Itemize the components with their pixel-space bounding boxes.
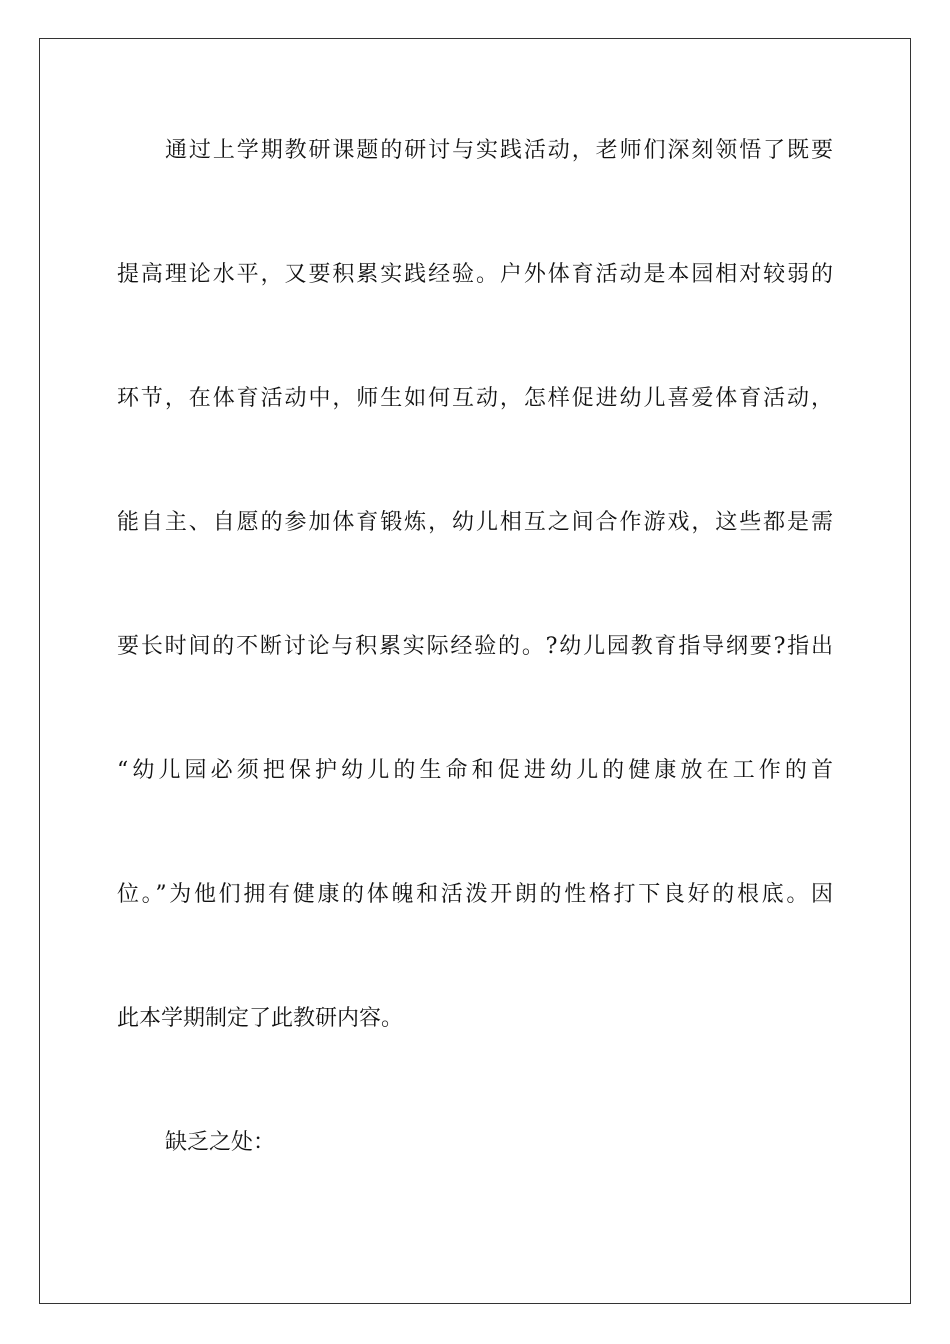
paragraph-line-6: “幼儿园必须把保护幼儿的生命和促进幼儿的健康放在工作的首 [117,758,833,783]
paragraph-line-1: 通过上学期教研课题的研讨与实践活动，老师们深刻领悟了既要 [165,138,833,163]
paragraph-line-3: 环节，在体育活动中，师生如何互动，怎样促进幼儿喜爱体育活动， [117,386,833,411]
section-heading: 缺乏之处： [165,1130,276,1155]
page-border [39,38,911,1304]
paragraph-line-7: 位。”为他们拥有健康的体魄和活泼开朗的性格打下良好的根底。因 [117,882,833,907]
paragraph-line-8: 此本学期制定了此教研内容。 [117,1006,404,1031]
paragraph-line-2: 提高理论水平，又要积累实践经验。户外体育活动是本园相对较弱的 [117,262,833,287]
paragraph-line-4: 能自主、自愿的参加体育锻炼，幼儿相互之间合作游戏，这些都是需 [117,510,833,535]
paragraph-line-5: 要长时间的不断讨论与积累实际经验的。?幼儿园教育指导纲要?指出 [117,634,833,659]
